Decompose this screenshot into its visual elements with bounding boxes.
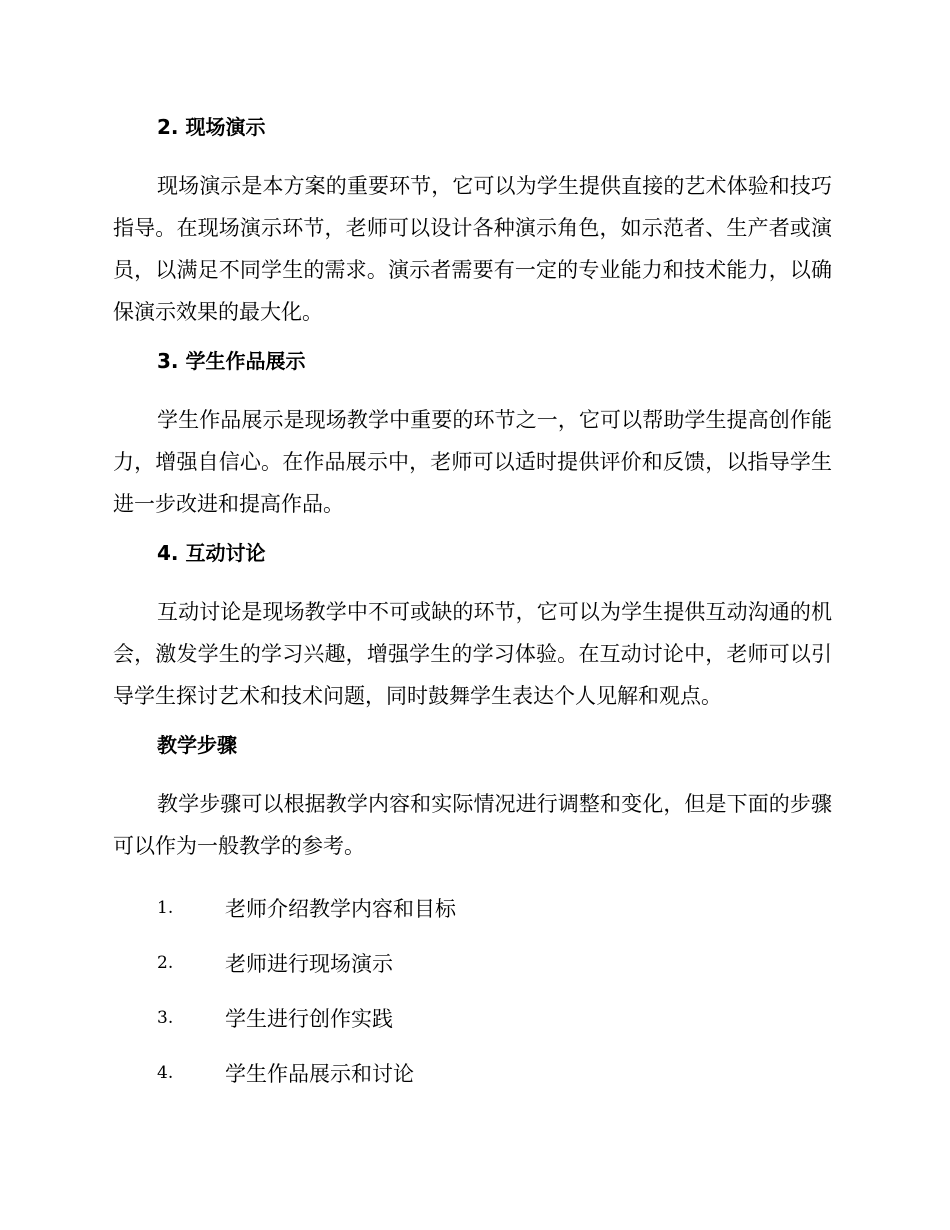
list-item-number: 1. (157, 897, 174, 918)
list-item-text: 老师介绍教学内容和目标 (225, 896, 456, 921)
section-paragraph-interactive-discussion: 互动讨论是现场教学中不可或缺的环节，它可以为学生提供互动沟通的机会，激发学生的学习兴趣，增强学生的学习体验。在互动讨论中，老师可以引导学生探讨艺术和技术问题，同时鼓舞学生表达个人见解和观点。 (113, 600, 832, 708)
list-item-text: 学生作品展示和讨论 (225, 1061, 414, 1086)
list-item (113, 935, 832, 990)
list-item-number: 4. (157, 1062, 174, 1083)
section-heading-student-works: 3. 学生作品展示 (157, 349, 306, 373)
section-paragraph-live-demo: 现场演示是本方案的重要环节，它可以为学生提供直接的艺术体验和技巧指导。在现场演示环节，老师可以设计各种演示角色，如示范者、生产者或演员，以满足不同学生的需求。演示者需要有一定的专业能力和技术能力，以确保演示效果的最大化。 (113, 174, 832, 324)
list-item-number: 2. (157, 952, 174, 973)
section-heading-interactive-discussion: 4. 互动讨论 (157, 541, 266, 565)
list-item (113, 1045, 832, 1100)
section-heading-live-demo: 2. 现场演示 (157, 115, 266, 139)
section-heading-teaching-steps: 教学步骤 (157, 733, 237, 757)
section-paragraph-teaching-steps: 教学步骤可以根据教学内容和实际情况进行调整和变化，但是下面的步骤可以作为一般教学的参考。 (113, 792, 832, 858)
list-item-text: 老师进行现场演示 (225, 951, 393, 976)
list-item-number: 3. (157, 1007, 174, 1028)
section-paragraph-student-works: 学生作品展示是现场教学中重要的环节之一，它可以帮助学生提高创作能力，增强自信心。在作品展示中，老师可以适时提供评价和反馈，以指导学生进一步改进和提高作品。 (113, 408, 832, 516)
list-item (113, 990, 832, 1045)
list-item-text: 学生进行创作实践 (225, 1006, 393, 1031)
teaching-steps-list (113, 880, 832, 1100)
list-item (113, 880, 832, 935)
